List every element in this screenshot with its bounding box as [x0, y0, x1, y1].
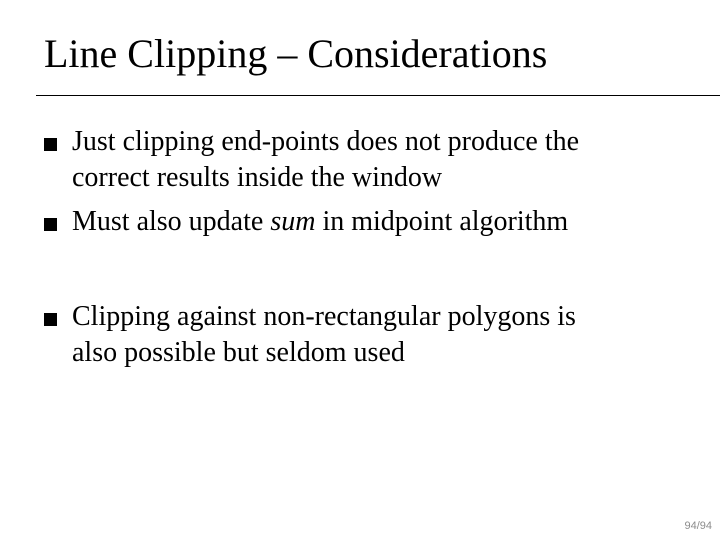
bullet-text-line: also possible but seldom used	[72, 337, 405, 368]
square-bullet-icon	[44, 218, 57, 231]
square-bullet-icon	[44, 313, 57, 326]
bullet-text-line: correct results inside the window	[72, 162, 443, 193]
slide-title: Line Clipping – Considerations	[44, 31, 548, 76]
bullet-text-after: in midpoint algorithm	[315, 206, 569, 237]
square-bullet-icon	[44, 138, 57, 151]
bullet-text-before: Must also update	[72, 206, 271, 237]
bullet-text-emphasis: sum	[270, 206, 316, 237]
slide-number: 94/94	[684, 520, 712, 532]
bullet-text-line: Just clipping end-points does not produce the	[72, 126, 580, 157]
bullet-text-line: Clipping against non-rectangular polygons is	[72, 301, 576, 332]
bullet-text-line	[72, 204, 692, 240]
